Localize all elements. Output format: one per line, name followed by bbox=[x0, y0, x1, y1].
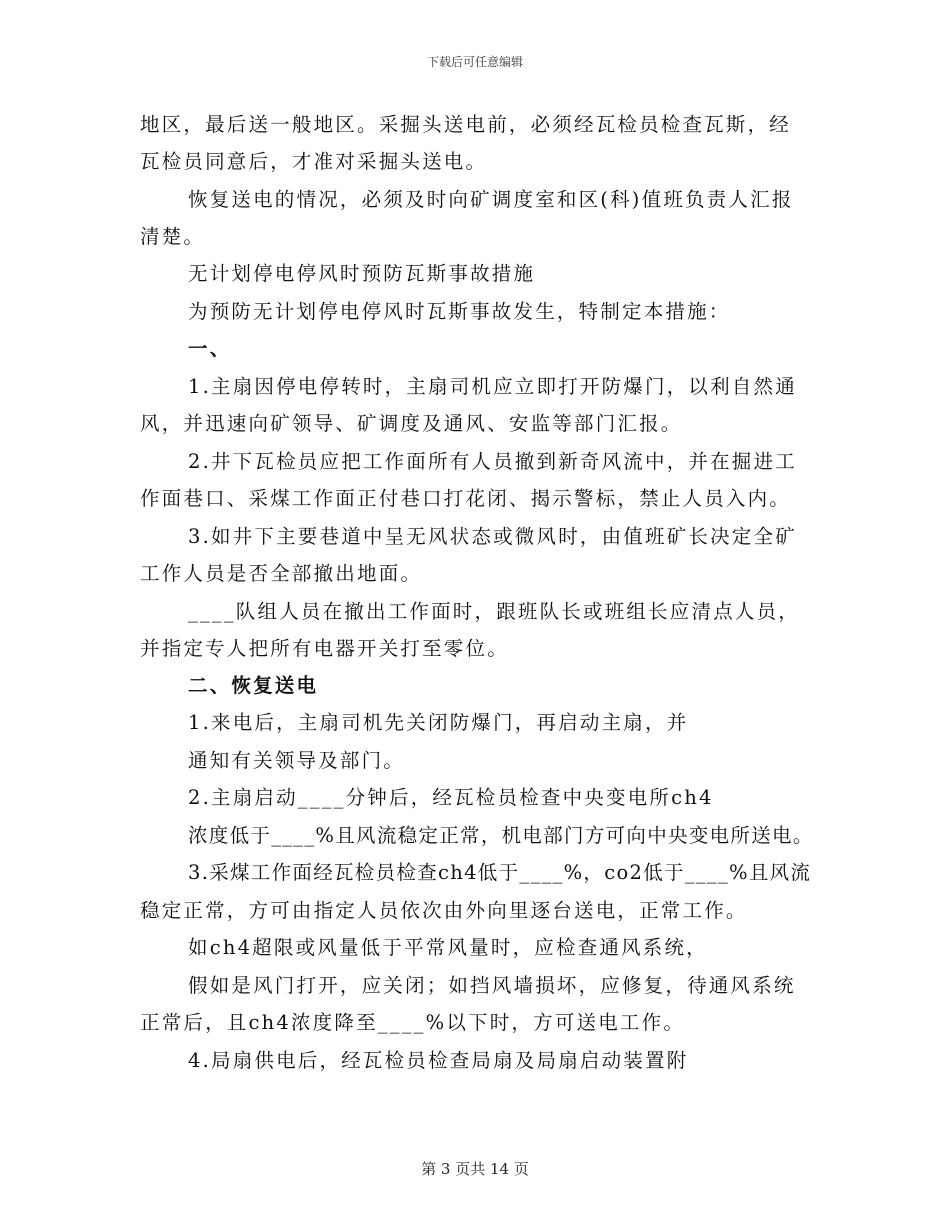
text-line: 3.如井下主要巷道中呈无风状态或微风时，由值班矿长决定全矿 bbox=[188, 525, 797, 548]
text-line: 正常后，且ch4浓度降至____%以下时，方可送电工作。 bbox=[140, 1011, 686, 1034]
page-header: 下载后可任意编辑 bbox=[426, 55, 523, 69]
text-line: 浓度低于____%且风流稳定正常，机电部门方可向中央变电所送电。 bbox=[188, 824, 814, 847]
text-line: 1.来电后，主扇司机先关闭防爆门，再启动主扇，并 bbox=[188, 711, 689, 734]
text-line: 风，并迅速向矿领导、矿调度及通风、安监等部门汇报。 bbox=[140, 412, 683, 435]
page-footer: 第 3 页共 14 页 bbox=[421, 1160, 529, 1178]
text-line: 作面巷口、采煤工作面正付巷口打花闭、揭示警标，禁止人员入内。 bbox=[140, 487, 792, 510]
text-line: 4.局扇供电后，经瓦检员检查局扇及局扇启动装置附 bbox=[188, 1049, 689, 1072]
text-line: 通知有关领导及部门。 bbox=[188, 749, 406, 772]
text-line: 并指定专人把所有电器开关打至零位。 bbox=[140, 637, 509, 660]
text-line: 为预防无计划停电停风时瓦斯事故发生，特制定本措施： bbox=[188, 300, 731, 323]
text-line: 1.主扇因停电停转时，主扇司机应立即打开防爆门，以利自然通 bbox=[188, 375, 797, 398]
text-line: 清楚。 bbox=[140, 225, 206, 248]
text-line: 如ch4超限或风量低于平常风量时，应检查通风系统， bbox=[188, 936, 708, 959]
section-heading: 二、恢复送电 bbox=[188, 674, 319, 697]
text-line: 瓦检员同意后，才准对采掘头送电。 bbox=[140, 150, 488, 173]
section-number: 一、 bbox=[188, 337, 232, 360]
text-line: ____队组人员在撤出工作面时，跟班队长或班组长应清点人员， bbox=[188, 600, 801, 623]
text-line: 地区，最后送一般地区。采掘头送电前，必须经瓦检员检查瓦斯，经 bbox=[140, 113, 792, 136]
text-line: 稳定正常，方可由指定人员依次由外向里逐台送电，正常工作。 bbox=[140, 899, 748, 922]
text-line: 工作人员是否全部撤出地面。 bbox=[140, 562, 423, 585]
text-line: 3.采煤工作面经瓦检员检查ch4低于____%，co2低于____%且风流 bbox=[188, 861, 812, 884]
section-heading: 无计划停电停风时预防瓦斯事故措施 bbox=[188, 262, 536, 285]
text-line: 假如是风门打开，应关闭；如挡风墙损坏，应修复，待通风系统 bbox=[188, 974, 796, 997]
text-line: 2.井下瓦检员应把工作面所有人员撤到新奇风流中，并在掘进工 bbox=[188, 450, 797, 473]
text-line: 2.主扇启动____分钟后，经瓦检员检查中央变电所ch4 bbox=[188, 786, 714, 809]
text-line: 恢复送电的情况，必须及时向矿调度室和区(科)值班负责人汇报 bbox=[188, 188, 794, 211]
